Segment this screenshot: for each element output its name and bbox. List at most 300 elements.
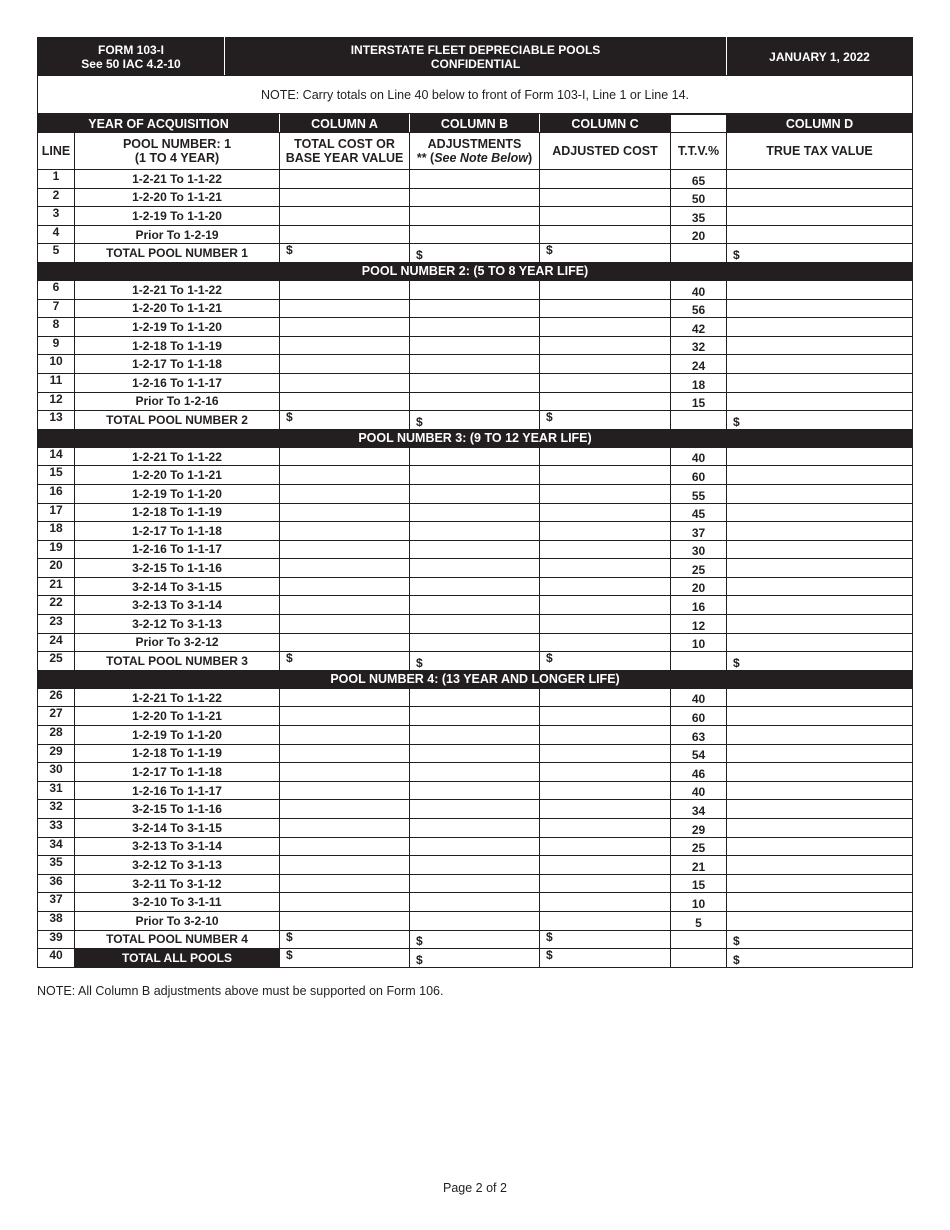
column-d-subheader: TRUE TAX VALUE — [727, 133, 913, 170]
column-b-input[interactable] — [410, 596, 540, 615]
column-b-input[interactable] — [410, 188, 540, 207]
column-c-header: COLUMN C — [540, 115, 671, 133]
column-a-input[interactable] — [280, 800, 410, 819]
total-row — [38, 652, 913, 671]
line-number: 23 — [38, 615, 75, 634]
column-a-input[interactable] — [280, 874, 410, 893]
column-d-input[interactable] — [727, 874, 913, 893]
ttv-percent: 45 — [671, 503, 727, 522]
column-a-input[interactable] — [280, 373, 410, 392]
table-row — [38, 484, 913, 503]
acquisition-range: 1-2-19 To 1-1-20 — [75, 726, 280, 745]
column-c-input[interactable] — [540, 373, 671, 392]
ttv-percent: 35 — [671, 207, 727, 226]
ttv-percent: 54 — [671, 744, 727, 763]
ttv-percent: 40 — [671, 447, 727, 466]
column-d-input[interactable] — [727, 856, 913, 875]
column-a-input[interactable] — [280, 596, 410, 615]
acquisition-range: 1-2-18 To 1-1-19 — [75, 744, 280, 763]
column-b-input[interactable] — [410, 800, 540, 819]
line-number: 19 — [38, 540, 75, 559]
column-c-input[interactable] — [540, 318, 671, 337]
column-c-total[interactable]: $ — [540, 411, 671, 430]
column-a-input[interactable] — [280, 280, 410, 299]
column-c-input[interactable] — [540, 819, 671, 838]
ttv-percent: 34 — [671, 800, 727, 819]
column-d-input[interactable] — [727, 336, 913, 355]
column-b-total[interactable]: $ — [410, 244, 540, 263]
ttv-percent: 50 — [671, 188, 727, 207]
column-a-input[interactable] — [280, 726, 410, 745]
column-a-input[interactable] — [280, 207, 410, 226]
column-c-input[interactable] — [540, 503, 671, 522]
table-row — [38, 373, 913, 392]
column-d-input[interactable] — [727, 837, 913, 856]
ttv-percent: 60 — [671, 707, 727, 726]
acquisition-range: 1-2-18 To 1-1-19 — [75, 503, 280, 522]
column-b-input[interactable] — [410, 225, 540, 244]
column-a-total[interactable]: $ — [280, 652, 410, 671]
column-d-input[interactable] — [727, 318, 913, 337]
column-b-input[interactable] — [410, 744, 540, 763]
acquisition-range: 3-2-14 To 3-1-15 — [75, 819, 280, 838]
line-number: 33 — [38, 819, 75, 838]
acquisition-range: 3-2-14 To 3-1-15 — [75, 577, 280, 596]
table-row — [38, 207, 913, 226]
column-b-input[interactable] — [410, 874, 540, 893]
line-number: 10 — [38, 355, 75, 374]
table-row — [38, 707, 913, 726]
column-c-input[interactable] — [540, 781, 671, 800]
column-d-input[interactable] — [727, 225, 913, 244]
column-b-input[interactable] — [410, 856, 540, 875]
table-row — [38, 800, 913, 819]
column-b-header: COLUMN B — [410, 115, 540, 133]
ttv-percent: 25 — [671, 559, 727, 578]
column-c-input[interactable] — [540, 484, 671, 503]
ttv-header: T.T.V.% — [671, 133, 727, 170]
acquisition-range: 3-2-10 To 3-1-11 — [75, 893, 280, 912]
column-a-input[interactable] — [280, 615, 410, 634]
total-label: TOTAL POOL NUMBER 3 — [75, 652, 280, 671]
column-b-input[interactable] — [410, 299, 540, 318]
column-d-input[interactable] — [727, 540, 913, 559]
line-number: 14 — [38, 447, 75, 466]
line-number: 30 — [38, 763, 75, 782]
total-label: TOTAL POOL NUMBER 4 — [75, 930, 280, 949]
column-d-input[interactable] — [727, 207, 913, 226]
line-number: 37 — [38, 893, 75, 912]
table-row — [38, 688, 913, 707]
acquisition-range: 3-2-13 To 3-1-14 — [75, 596, 280, 615]
line-number: 34 — [38, 837, 75, 856]
pool4-header: POOL NUMBER 4: (13 YEAR AND LONGER LIFE) — [38, 670, 913, 688]
column-a-input[interactable] — [280, 781, 410, 800]
acquisition-range: 1-2-20 To 1-1-21 — [75, 466, 280, 485]
column-c-input[interactable] — [540, 392, 671, 411]
acquisition-range: 3-2-15 To 1-1-16 — [75, 800, 280, 819]
acquisition-range: 1-2-18 To 1-1-19 — [75, 336, 280, 355]
table-row — [38, 336, 913, 355]
column-c-input[interactable] — [540, 596, 671, 615]
column-b-input[interactable] — [410, 484, 540, 503]
line-number: 12 — [38, 392, 75, 411]
column-b-input[interactable] — [410, 522, 540, 541]
column-b-input[interactable] — [410, 318, 540, 337]
column-a-header: COLUMN A — [280, 115, 410, 133]
column-b-input[interactable] — [410, 688, 540, 707]
column-a-input[interactable] — [280, 318, 410, 337]
ttv-percent: 10 — [671, 633, 727, 652]
column-a-input[interactable] — [280, 503, 410, 522]
acquisition-range: 3-2-13 To 3-1-14 — [75, 837, 280, 856]
column-c-input[interactable] — [540, 577, 671, 596]
column-d-input[interactable] — [727, 484, 913, 503]
column-d-total[interactable]: $ — [727, 949, 913, 968]
column-b-input[interactable] — [410, 207, 540, 226]
ttv-percent: 20 — [671, 577, 727, 596]
column-a-input[interactable] — [280, 893, 410, 912]
column-a-input[interactable] — [280, 299, 410, 318]
column-c-input[interactable] — [540, 726, 671, 745]
column-b-total[interactable]: $ — [410, 930, 540, 949]
column-b-input[interactable] — [410, 540, 540, 559]
line-number: 38 — [38, 911, 75, 930]
column-c-input[interactable] — [540, 911, 671, 930]
column-a-subheader: TOTAL COST OR BASE YEAR VALUE — [280, 133, 410, 170]
column-b-input[interactable] — [410, 911, 540, 930]
line-number: 8 — [38, 318, 75, 337]
line-number: 15 — [38, 466, 75, 485]
column-d-input[interactable] — [727, 688, 913, 707]
table-row — [38, 188, 913, 207]
line-number: 13 — [38, 411, 75, 430]
column-c-input[interactable] — [540, 447, 671, 466]
acquisition-range: 3-2-15 To 1-1-16 — [75, 559, 280, 578]
ttv-percent: 46 — [671, 763, 727, 782]
column-b-input[interactable] — [410, 466, 540, 485]
column-a-input[interactable] — [280, 744, 410, 763]
column-c-total[interactable]: $ — [540, 244, 671, 263]
column-c-input[interactable] — [540, 688, 671, 707]
table-row — [38, 447, 913, 466]
column-c-input[interactable] — [540, 280, 671, 299]
line-number: 35 — [38, 856, 75, 875]
acquisition-range: 1-2-21 To 1-1-22 — [75, 280, 280, 299]
column-a-input[interactable] — [280, 856, 410, 875]
acquisition-range: 1-2-17 To 1-1-18 — [75, 355, 280, 374]
column-a-input[interactable] — [280, 484, 410, 503]
column-d-input[interactable] — [727, 447, 913, 466]
column-c-input[interactable] — [540, 522, 671, 541]
acquisition-range: 1-2-19 To 1-1-20 — [75, 207, 280, 226]
column-a-total[interactable]: $ — [280, 930, 410, 949]
table-row — [38, 392, 913, 411]
line-number: 17 — [38, 503, 75, 522]
total-row — [38, 930, 913, 949]
ttv-percent: 15 — [671, 392, 727, 411]
column-c-input[interactable] — [540, 856, 671, 875]
column-d-input[interactable] — [727, 280, 913, 299]
acquisition-range: 3-2-12 To 3-1-13 — [75, 615, 280, 634]
column-b-input[interactable] — [410, 763, 540, 782]
ttv-percent: 20 — [671, 225, 727, 244]
column-a-input[interactable] — [280, 763, 410, 782]
ttv-percent: 55 — [671, 484, 727, 503]
column-b-input[interactable] — [410, 336, 540, 355]
line-number: 4 — [38, 225, 75, 244]
column-d-input[interactable] — [727, 819, 913, 838]
acquisition-range: 1-2-21 To 1-1-22 — [75, 447, 280, 466]
column-c-total[interactable]: $ — [540, 652, 671, 671]
column-b-total[interactable]: $ — [410, 652, 540, 671]
table-row — [38, 763, 913, 782]
line-number: 22 — [38, 596, 75, 615]
column-b-input[interactable] — [410, 447, 540, 466]
form-id: FORM 103-I See 50 IAC 4.2-10 — [38, 38, 225, 76]
column-c-input[interactable] — [540, 707, 671, 726]
column-a-input[interactable] — [280, 559, 410, 578]
line-number: 7 — [38, 299, 75, 318]
column-c-input[interactable] — [540, 336, 671, 355]
acquisition-range: 1-2-21 To 1-1-22 — [75, 170, 280, 189]
line-number: 18 — [38, 522, 75, 541]
ttv-percent: 40 — [671, 688, 727, 707]
column-b-subheader: ADJUSTMENTS ** (See Note Below) — [410, 133, 540, 170]
column-b-input[interactable] — [410, 559, 540, 578]
column-b-input[interactable] — [410, 392, 540, 411]
column-a-input[interactable] — [280, 355, 410, 374]
column-c-input[interactable] — [540, 355, 671, 374]
column-d-total[interactable]: $ — [727, 652, 913, 671]
acquisition-range: 1-2-16 To 1-1-17 — [75, 540, 280, 559]
ttv-percent: 12 — [671, 615, 727, 634]
line-number: 11 — [38, 373, 75, 392]
table-row — [38, 837, 913, 856]
ttv-percent: 5 — [671, 911, 727, 930]
column-b-input[interactable] — [410, 633, 540, 652]
column-a-total[interactable]: $ — [280, 949, 410, 968]
column-c-input[interactable] — [540, 188, 671, 207]
column-c-input[interactable] — [540, 559, 671, 578]
column-d-input[interactable] — [727, 633, 913, 652]
column-d-input[interactable] — [727, 188, 913, 207]
column-b-total[interactable]: $ — [410, 411, 540, 430]
column-b-input[interactable] — [410, 707, 540, 726]
column-d-input[interactable] — [727, 355, 913, 374]
ttv-percent: 21 — [671, 856, 727, 875]
column-a-total[interactable]: $ — [280, 411, 410, 430]
ttv-percent: 63 — [671, 726, 727, 745]
column-a-input[interactable] — [280, 837, 410, 856]
column-b-input[interactable] — [410, 615, 540, 634]
column-d-input[interactable] — [727, 781, 913, 800]
column-d-input[interactable] — [727, 299, 913, 318]
column-c-input[interactable] — [540, 763, 671, 782]
acquisition-range: Prior To 1-2-16 — [75, 392, 280, 411]
column-c-input[interactable] — [540, 893, 671, 912]
line-number: 25 — [38, 652, 75, 671]
line-number: 21 — [38, 577, 75, 596]
acquisition-range: Prior To 3-2-10 — [75, 911, 280, 930]
table-row — [38, 299, 913, 318]
ttv-header-blank — [671, 115, 727, 133]
total-row — [38, 949, 913, 968]
column-a-input[interactable] — [280, 392, 410, 411]
column-d-input[interactable] — [727, 373, 913, 392]
column-d-input[interactable] — [727, 596, 913, 615]
table-row — [38, 355, 913, 374]
ttv-percent: 32 — [671, 336, 727, 355]
ttv-percent: 30 — [671, 540, 727, 559]
column-d-input[interactable] — [727, 466, 913, 485]
column-c-input[interactable] — [540, 207, 671, 226]
column-d-input[interactable] — [727, 707, 913, 726]
ttv-percent: 25 — [671, 837, 727, 856]
ttv-percent: 40 — [671, 781, 727, 800]
pool2-header: POOL NUMBER 2: (5 TO 8 YEAR LIFE) — [38, 262, 913, 280]
column-c-input[interactable] — [540, 225, 671, 244]
column-c-input[interactable] — [540, 615, 671, 634]
pool1-label: POOL NUMBER: 1 (1 TO 4 YEAR) — [75, 133, 280, 170]
column-b-input[interactable] — [410, 819, 540, 838]
column-c-total[interactable]: $ — [540, 930, 671, 949]
column-a-input[interactable] — [280, 522, 410, 541]
column-b-input[interactable] — [410, 837, 540, 856]
column-c-input[interactable] — [540, 837, 671, 856]
table-row — [38, 596, 913, 615]
line-number: 20 — [38, 559, 75, 578]
column-a-input[interactable] — [280, 577, 410, 596]
table-row — [38, 819, 913, 838]
column-d-total[interactable]: $ — [727, 411, 913, 430]
column-d-input[interactable] — [727, 763, 913, 782]
table-row — [38, 225, 913, 244]
column-c-input[interactable] — [540, 170, 671, 189]
column-d-input[interactable] — [727, 911, 913, 930]
table-row — [38, 318, 913, 337]
ttv-percent: 15 — [671, 874, 727, 893]
line-number: 9 — [38, 336, 75, 355]
column-c-input[interactable] — [540, 540, 671, 559]
table-row — [38, 633, 913, 652]
total-row — [38, 411, 913, 430]
ttv-percent: 37 — [671, 522, 727, 541]
column-d-total[interactable]: $ — [727, 930, 913, 949]
column-a-input[interactable] — [280, 170, 410, 189]
column-c-input[interactable] — [540, 633, 671, 652]
column-b-input[interactable] — [410, 280, 540, 299]
column-b-input[interactable] — [410, 577, 540, 596]
column-a-input[interactable] — [280, 466, 410, 485]
pool3-header: POOL NUMBER 3: (9 TO 12 YEAR LIFE) — [38, 429, 913, 447]
column-d-input[interactable] — [727, 170, 913, 189]
column-c-input[interactable] — [540, 744, 671, 763]
column-d-input[interactable] — [727, 800, 913, 819]
column-a-input[interactable] — [280, 688, 410, 707]
column-c-subheader: ADJUSTED COST — [540, 133, 671, 170]
total-label: TOTAL POOL NUMBER 1 — [75, 244, 280, 263]
acquisition-range: 1-2-16 To 1-1-17 — [75, 781, 280, 800]
column-a-input[interactable] — [280, 225, 410, 244]
column-b-input[interactable] — [410, 355, 540, 374]
acquisition-range: 1-2-20 To 1-1-21 — [75, 707, 280, 726]
column-d-input[interactable] — [727, 893, 913, 912]
column-b-total[interactable]: $ — [410, 949, 540, 968]
column-d-total[interactable]: $ — [727, 244, 913, 263]
column-b-input[interactable] — [410, 781, 540, 800]
top-note: NOTE: Carry totals on Line 40 below to front of Form 103-I, Line 1 or Line 14. — [38, 76, 913, 114]
column-a-input[interactable] — [280, 707, 410, 726]
line-number: 24 — [38, 633, 75, 652]
table-row — [38, 726, 913, 745]
form-header-table — [37, 37, 913, 114]
table-row — [38, 559, 913, 578]
line-number: 31 — [38, 781, 75, 800]
column-a-input[interactable] — [280, 447, 410, 466]
column-d-input[interactable] — [727, 392, 913, 411]
line-number: 28 — [38, 726, 75, 745]
ttv-blank — [671, 411, 727, 430]
acquisition-range: 1-2-19 To 1-1-20 — [75, 318, 280, 337]
line-number: 26 — [38, 688, 75, 707]
column-a-input[interactable] — [280, 336, 410, 355]
column-d-input[interactable] — [727, 577, 913, 596]
column-a-total[interactable]: $ — [280, 244, 410, 263]
acquisition-range: 3-2-12 To 3-1-13 — [75, 856, 280, 875]
form-date: JANUARY 1, 2022 — [727, 38, 913, 76]
line-number: 32 — [38, 800, 75, 819]
column-d-input[interactable] — [727, 744, 913, 763]
column-a-input[interactable] — [280, 633, 410, 652]
column-a-input[interactable] — [280, 911, 410, 930]
ttv-percent: 24 — [671, 355, 727, 374]
column-d-input[interactable] — [727, 615, 913, 634]
ttv-blank — [671, 930, 727, 949]
column-c-input[interactable] — [540, 299, 671, 318]
line-number: 27 — [38, 707, 75, 726]
column-d-input[interactable] — [727, 522, 913, 541]
table-row — [38, 540, 913, 559]
column-c-input[interactable] — [540, 800, 671, 819]
column-b-input[interactable] — [410, 726, 540, 745]
column-a-input[interactable] — [280, 819, 410, 838]
column-d-header: COLUMN D — [727, 115, 913, 133]
column-b-input[interactable] — [410, 503, 540, 522]
total-label: TOTAL ALL POOLS — [75, 949, 280, 968]
table-row — [38, 874, 913, 893]
column-c-input[interactable] — [540, 466, 671, 485]
column-c-input[interactable] — [540, 874, 671, 893]
column-c-total[interactable]: $ — [540, 949, 671, 968]
line-header: LINE — [38, 133, 75, 170]
column-a-input[interactable] — [280, 188, 410, 207]
column-b-input[interactable] — [410, 373, 540, 392]
table-row — [38, 503, 913, 522]
column-b-input[interactable] — [410, 893, 540, 912]
table-row — [38, 893, 913, 912]
column-d-input[interactable] — [727, 559, 913, 578]
line-number: 39 — [38, 930, 75, 949]
ttv-blank — [671, 949, 727, 968]
column-a-input[interactable] — [280, 540, 410, 559]
column-d-input[interactable] — [727, 503, 913, 522]
table-row — [38, 280, 913, 299]
acquisition-range: 1-2-21 To 1-1-22 — [75, 688, 280, 707]
column-b-input[interactable] — [410, 170, 540, 189]
acquisition-range: 1-2-16 To 1-1-17 — [75, 373, 280, 392]
column-d-input[interactable] — [727, 726, 913, 745]
